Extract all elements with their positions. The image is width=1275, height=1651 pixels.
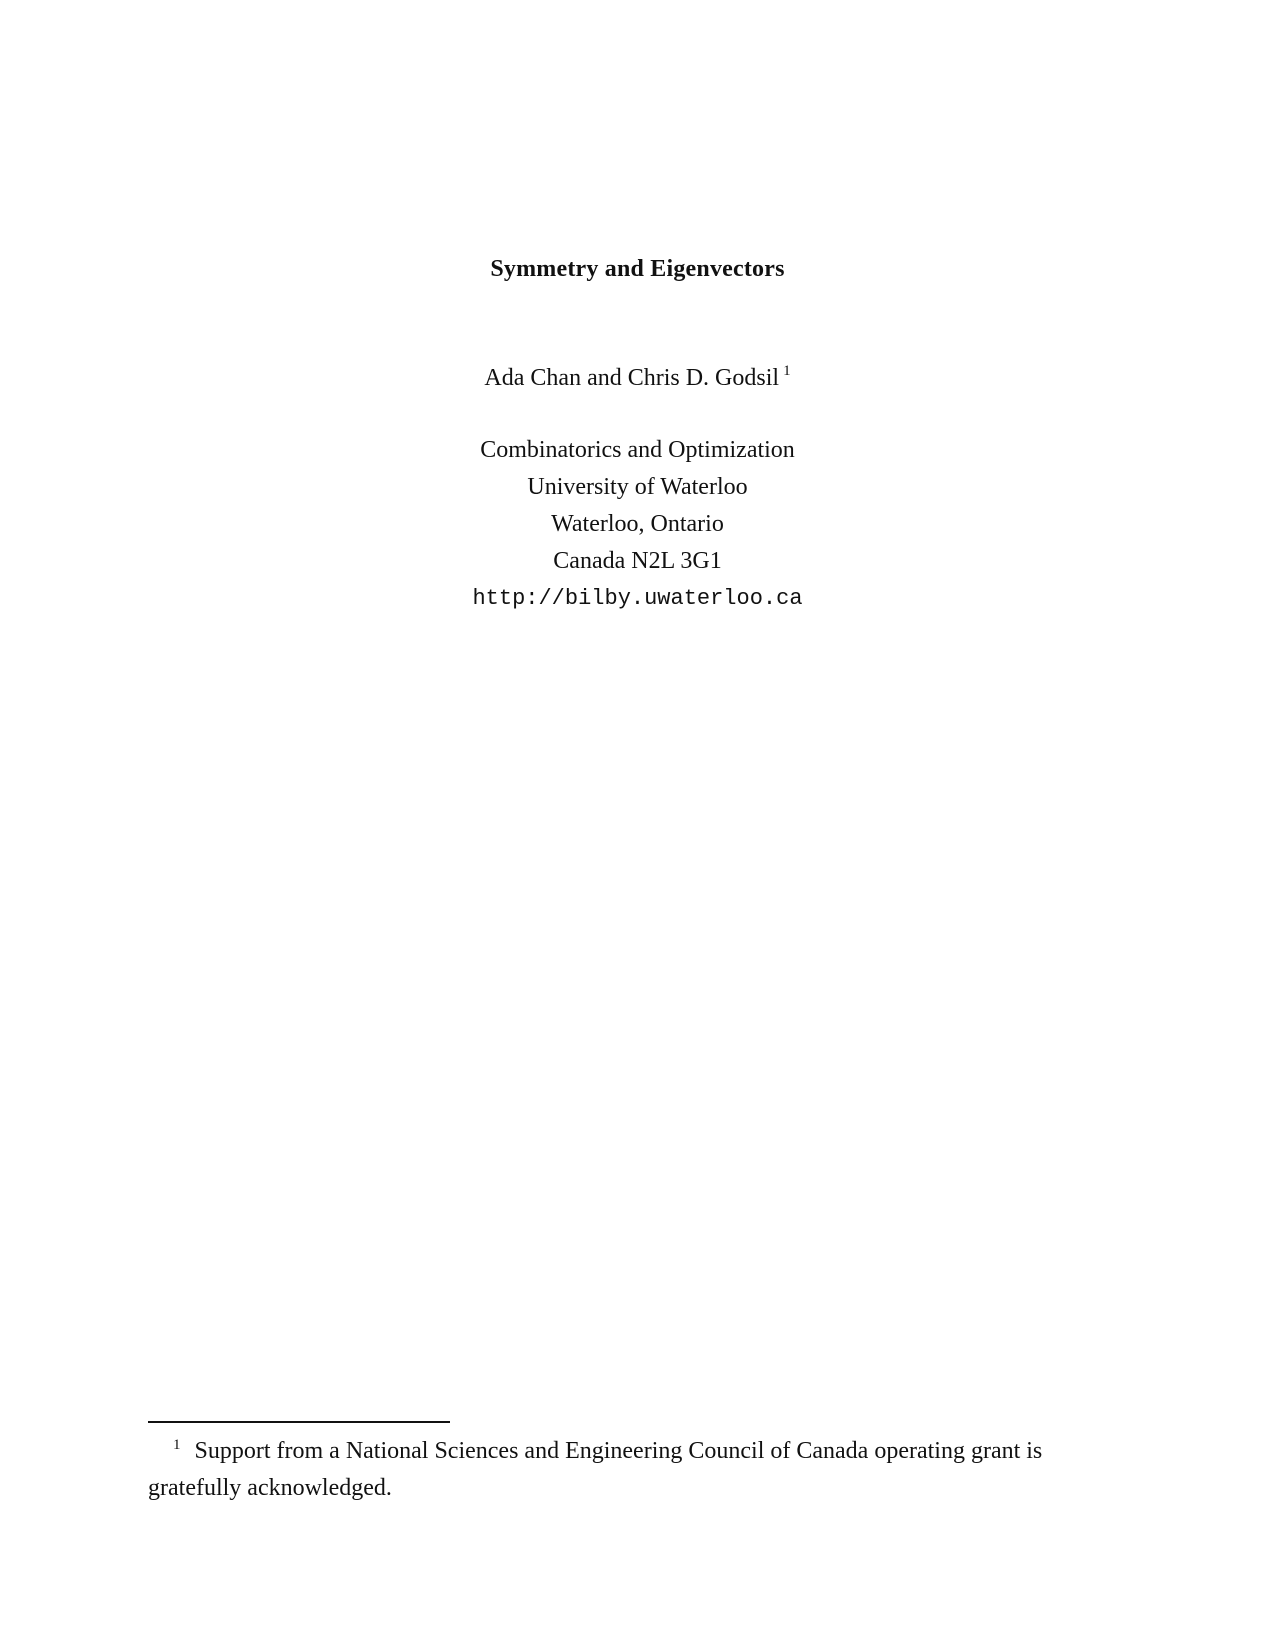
author-names: Ada Chan and Chris D. Godsil: [484, 365, 780, 391]
affiliation-university: University of Waterloo: [527, 474, 748, 500]
affiliation-block: [0, 432, 1275, 617]
footnote: [148, 1427, 1128, 1507]
affiliation-country: Canada N2L 3G1: [553, 548, 722, 574]
affiliation-url[interactable]: http://bilby.uwaterloo.ca: [472, 586, 803, 611]
footnote-text: Support from a National Sciences and Engineering Council of Canada operating grant is gratefully acknowledged.: [148, 1438, 1043, 1501]
paper-title: Symmetry and Eigenvectors: [490, 256, 785, 282]
author-line: [0, 363, 1275, 392]
footnote-separator: [148, 1421, 450, 1423]
footnote-marker: 1: [173, 1437, 181, 1453]
affiliation-department: Combinatorics and Optimization: [480, 437, 795, 463]
affiliation-city: Waterloo, Ontario: [551, 511, 724, 537]
author-footnote-marker[interactable]: 1: [783, 363, 791, 379]
